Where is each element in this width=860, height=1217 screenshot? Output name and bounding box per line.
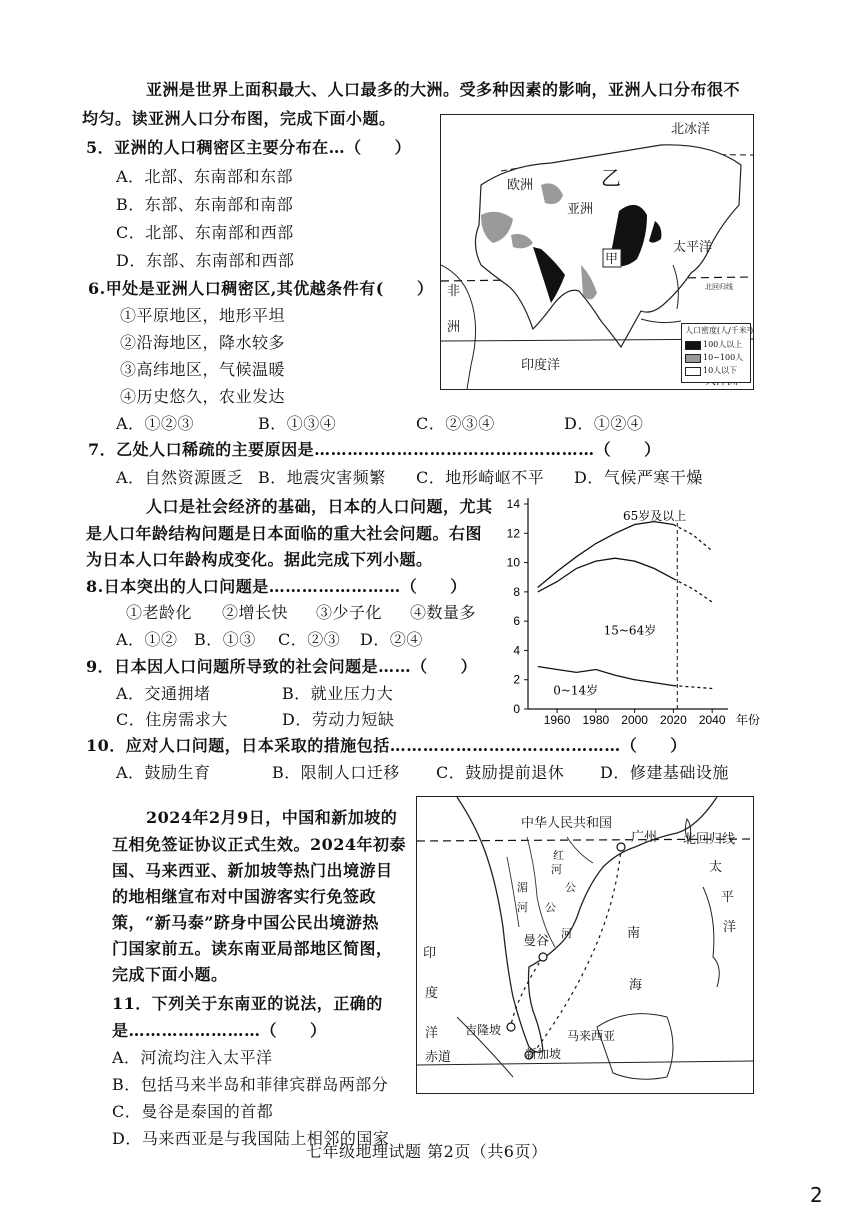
q9-option-a[interactable]: A．交通拥堵 (116, 684, 211, 703)
label-red-river-1: 红 (553, 849, 564, 862)
y-tick-label: 2 (513, 672, 520, 687)
label-africa-2: 洲 (447, 320, 461, 335)
q6-item-1: ①平原地区，地形平坦 (120, 306, 286, 325)
q7-option-a[interactable]: A．自然资源匮乏 (116, 468, 244, 487)
label-jia: 甲 (605, 252, 619, 267)
label-malaysia: 马来西亚 (567, 1029, 616, 1043)
q5-option-d[interactable]: D．东部、东南部和西部 (116, 251, 295, 270)
japan-age-structure-chart (496, 490, 776, 730)
q11-stem-line1: 11．下列关于东南亚的说法，正确的 (112, 994, 383, 1013)
label-pacific-1: 太 (709, 860, 723, 875)
page-footer: 七年级地理试题 第2页（共6页） (306, 1142, 548, 1161)
x-tick-label: 1980 (582, 713, 610, 727)
x-tick-label: 2000 (621, 713, 648, 727)
intro-sea-line2: 互相免签证协议正式生效。2024年初泰 (112, 835, 407, 854)
intro-sea-line4: 的地相继宣布对中国游客实行免签政 (112, 887, 377, 906)
label-arctic-ocean: 北冰洋 (671, 122, 711, 137)
q8-item-4: ④数量多 (410, 603, 477, 622)
y-tick-label: 0 (513, 702, 520, 716)
label-guangzhou: 广州 (631, 830, 658, 845)
q11-stem-line2: 是……………………（ ） (112, 1021, 327, 1040)
series-line (538, 558, 674, 592)
q7-option-b[interactable]: B．地震灾害频繁 (258, 468, 386, 487)
legend-row-low (685, 366, 737, 376)
legend-swatch-high (685, 341, 701, 350)
label-tropic-sea: 北回归线 (683, 832, 736, 847)
q6-option-a[interactable]: A．①②③ (116, 414, 195, 433)
intro-sea-line5: 策，“新马泰”跻身中国公民出境游热 (112, 913, 379, 932)
q10-option-d[interactable]: D．修建基础设施 (600, 763, 729, 782)
intro-japan-line3: 为日本人口年龄构成变化。据此完成下列小题。 (86, 550, 433, 569)
series-projection-line (673, 525, 712, 551)
x-tick-label: 2040 (698, 713, 726, 727)
label-kuala-lumpur: 吉隆坡 (465, 1023, 502, 1037)
intro-sea-line3: 国、马来西亚、新加坡等热门出境游目 (112, 861, 393, 880)
q9-option-c[interactable]: C．住房需求大 (116, 710, 228, 729)
series-projection-line (673, 686, 712, 689)
asia-population-map (440, 114, 754, 390)
q11-option-c[interactable]: C．曼谷是泰国的首都 (112, 1102, 274, 1121)
q7-stem: 7．乙处人口稀疏的主要原因是……………………………………………（ ） (88, 440, 661, 459)
population-density-legend (681, 323, 754, 383)
intro-japan-line2: 是人口年龄结构问题是日本面临的重大社会问题。右图 (86, 524, 483, 543)
q9-option-d[interactable]: D．劳动力短缺 (282, 710, 395, 729)
y-tick-label: 12 (506, 526, 520, 541)
intro-asia-line2: 均匀。读亚洲人口分布图，完成下面小题。 (82, 109, 396, 128)
q9-option-b[interactable]: B．就业压力大 (282, 684, 394, 703)
q6-item-3: ③高纬地区，气候温暖 (120, 360, 286, 379)
label-indian-2: 度 (425, 986, 439, 1001)
q7-option-c[interactable]: C．地形崎岖不平 (416, 468, 545, 487)
legend-label-low: 10人以下 (703, 366, 738, 375)
x-tick-label: 2020 (660, 713, 687, 727)
intro-japan-line1: 人口是社会经济的基础，日本的人口问题，尤其 (146, 497, 493, 516)
label-bangkok: 曼谷 (523, 934, 550, 949)
label-yi: 乙 (601, 166, 621, 190)
q8-item-2: ②增长快 (222, 603, 289, 622)
intro-sea-line6: 门国家前五。读东南亚局部地区简图， (112, 939, 393, 958)
q8-option-b[interactable]: B．①③ (194, 630, 256, 649)
label-mekong-2: 公 (565, 881, 576, 894)
q11-option-d[interactable]: D．马来西亚是与我国陆上相邻的国家 (112, 1129, 390, 1148)
q8-option-a[interactable]: A．①② (116, 630, 178, 649)
q8-stem: 8.日本突出的人口问题是……………………（ ） (86, 577, 467, 596)
q8-option-d[interactable]: D．②④ (360, 630, 423, 649)
q7-option-d[interactable]: D．气候严寒干燥 (574, 468, 703, 487)
page-number: 2 (810, 1183, 823, 1207)
label-equator: 赤道 (425, 1050, 452, 1065)
series-projection-line (673, 579, 712, 602)
q6-stem: 6.甲处是亚洲人口稠密区,其优越条件有( ） (88, 279, 434, 298)
intro-asia-line1: 亚洲是世界上面积最大、人口最多的大洲。受多种因素的影响，亚洲人口分布很不 (146, 80, 741, 99)
label-pacific-3: 洋 (723, 920, 737, 935)
legend-swatch-mid (685, 354, 701, 363)
label-indian-ocean: 印度洋 (521, 358, 561, 373)
q6-item-2: ②沿海地区，降水较多 (120, 333, 286, 352)
legend-label-mid: 10~100人 (703, 353, 744, 362)
label-europe: 欧洲 (507, 178, 534, 193)
label-pacific: 太平洋 (673, 240, 713, 255)
label-pacific-2: 平 (721, 890, 735, 905)
q5-stem: 5．亚洲的人口稠密区主要分布在…（ ） (86, 138, 412, 157)
y-tick-label: 10 (506, 555, 520, 570)
x-tick-label: 1960 (543, 713, 571, 727)
label-tropic-asia: 北回归线 (705, 283, 733, 291)
q10-option-c[interactable]: C．鼓励提前退休 (436, 763, 565, 782)
q5-option-c[interactable]: C．北部、东南部和西部 (116, 223, 294, 242)
label-mekong-5: 河 (561, 927, 572, 940)
q6-option-b[interactable]: B．①③④ (258, 414, 337, 433)
q10-option-b[interactable]: B．限制人口迁移 (272, 763, 400, 782)
y-tick-label: 4 (513, 643, 520, 658)
q5-option-b[interactable]: B．东部、东南部和南部 (116, 195, 294, 214)
label-mekong-3: 河 (517, 901, 528, 914)
series-line (538, 522, 674, 588)
label-south-china-sea-1: 南 (627, 926, 641, 941)
label-mekong-4: 公 (545, 901, 556, 914)
y-tick-label: 14 (506, 497, 520, 511)
label-red-river-2: 河 (551, 863, 562, 876)
label-asia: 亚洲 (567, 202, 594, 217)
q8-option-c[interactable]: C．②③ (278, 630, 341, 649)
q8-item-1: ①老龄化 (126, 603, 193, 622)
legend-row-high (685, 340, 742, 350)
label-mekong-1: 湄 (517, 881, 528, 894)
label-south-china-sea-2: 海 (629, 978, 643, 993)
label-singapore: 新加坡 (525, 1047, 562, 1061)
q10-stem: 10．应对人口问题，日本采取的措施包括……………………………………（ ） (86, 736, 687, 755)
label-indian-3: 洋 (425, 1026, 439, 1041)
legend-swatch-low (685, 367, 701, 376)
x-axis-label: 年份 (736, 713, 761, 727)
q11-option-a[interactable]: A．河流均注入太平洋 (112, 1048, 273, 1067)
southeast-asia-map (416, 796, 754, 1094)
q6-option-d[interactable]: D．①②④ (564, 414, 644, 433)
legend-label-high: 100人以上 (703, 340, 743, 349)
q10-option-a[interactable]: A．鼓励生育 (116, 763, 211, 782)
intro-sea-line7: 完成下面小题。 (112, 965, 228, 984)
series-label: 0~14岁 (553, 683, 599, 698)
intro-sea-line1: 2024年2月9日，中国和新加坡的 (146, 808, 398, 827)
legend-row-mid (685, 353, 743, 363)
q9-stem: 9．日本因人口问题所导致的社会问题是……（ ） (86, 657, 478, 676)
q11-option-b[interactable]: B．包括马来半岛和菲律宾群岛两部分 (112, 1075, 389, 1094)
q5-option-a[interactable]: A．北部、东南部和东部 (116, 167, 294, 186)
q8-item-3: ③少子化 (316, 603, 383, 622)
q6-option-c[interactable]: C．②③④ (416, 414, 495, 433)
label-indian-1: 印 (423, 946, 437, 961)
label-africa-1: 非 (447, 284, 461, 299)
q6-item-4: ④历史悠久，农业发达 (120, 387, 286, 406)
legend-title: 人口密度(人/千米²) (685, 326, 754, 335)
y-tick-label: 6 (513, 614, 520, 629)
y-tick-label: 8 (513, 584, 520, 599)
label-china: 中华人民共和国 (521, 816, 613, 831)
series-label: 65岁及以上 (623, 509, 687, 524)
series-label: 15~64岁 (603, 623, 657, 638)
